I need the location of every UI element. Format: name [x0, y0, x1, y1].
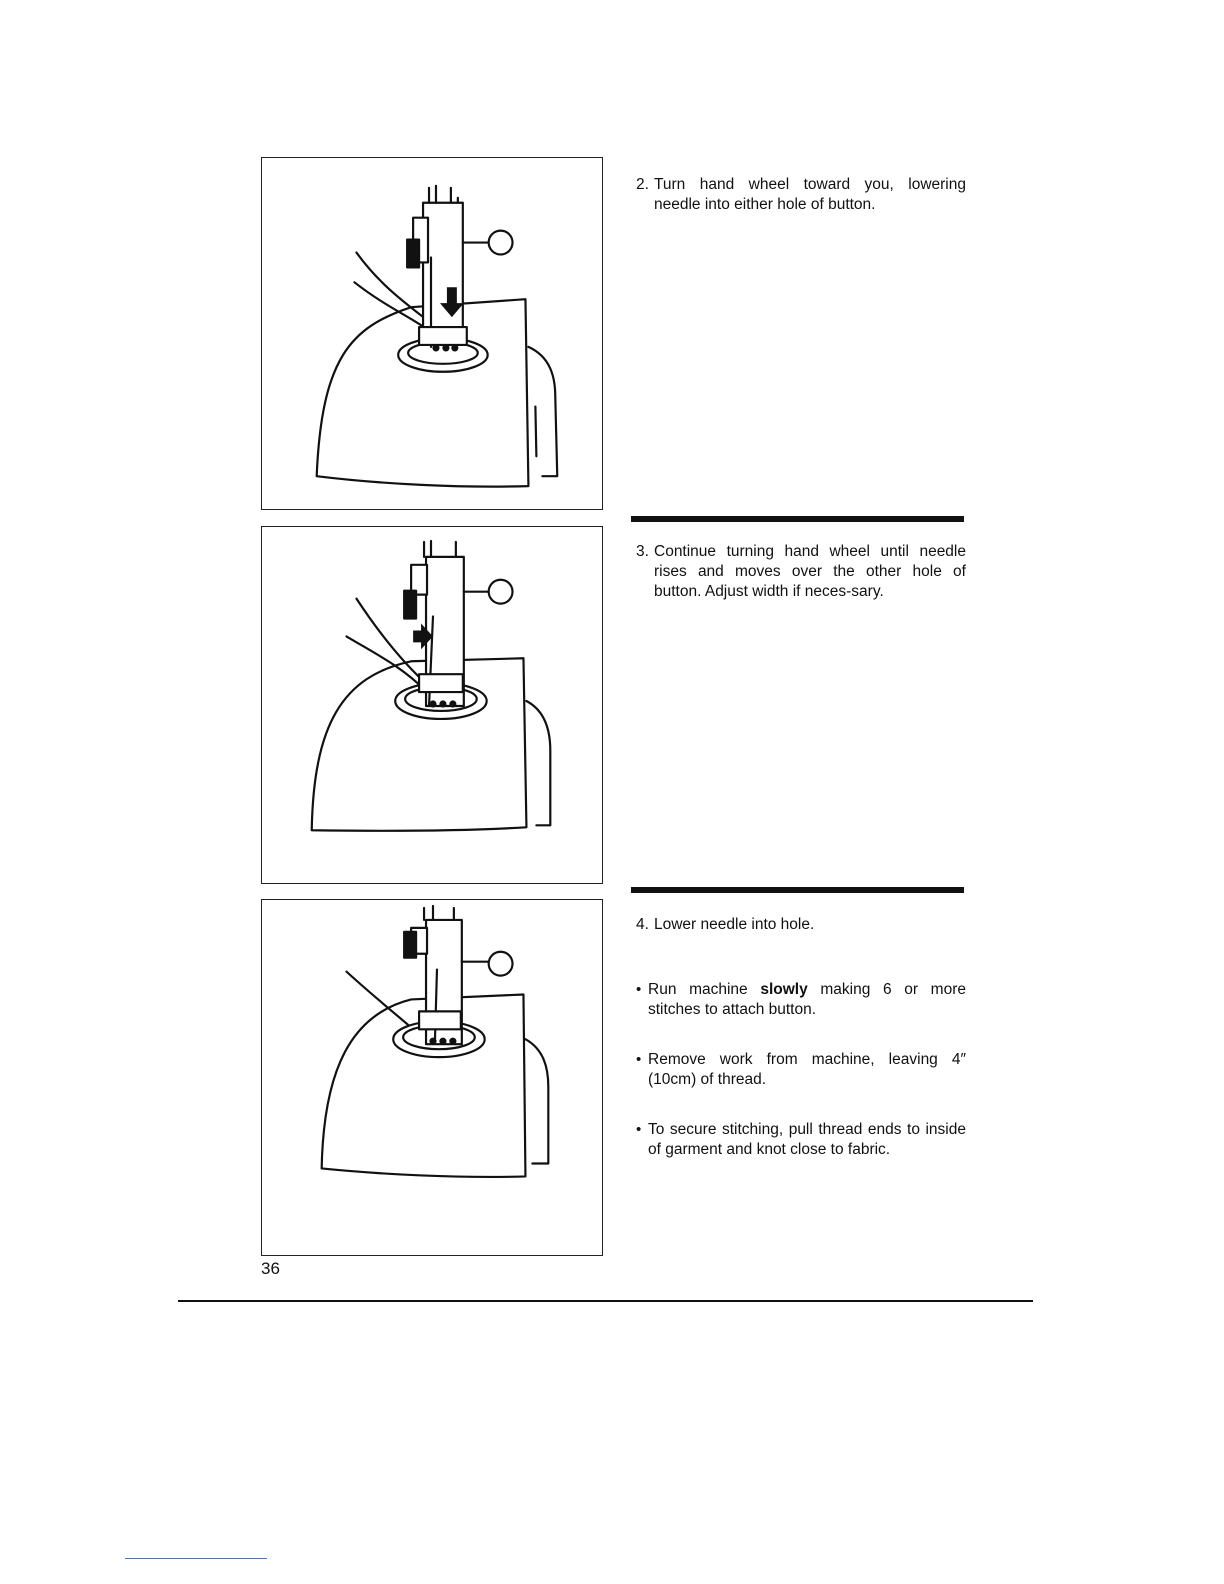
sewing-machine-button-illustration	[262, 900, 602, 1255]
bullet-item	[636, 1120, 966, 1160]
illustration-lower-needle	[261, 157, 603, 510]
sewing-machine-button-illustration	[262, 158, 602, 509]
bullet-icon: •	[636, 981, 642, 998]
bullet-item	[636, 980, 966, 1020]
link-underline	[125, 1558, 267, 1559]
step-4	[636, 915, 966, 935]
step-number: 3.	[636, 543, 649, 560]
step-text: Continue turning hand wheel until needle rises and moves over the other hole of button. Adjust width if neces-sary.	[654, 543, 966, 600]
sewing-machine-button-illustration	[262, 527, 602, 883]
bullet-text: Remove work from machine, leaving 4″ (10cm) of thread.	[648, 1051, 966, 1088]
bullet-icon: •	[636, 1121, 642, 1138]
bullet-icon: •	[636, 1051, 642, 1068]
bullet-text: Run machine slowly making 6 or more stitches to attach button.	[648, 981, 966, 1018]
step-number: 2.	[636, 176, 649, 193]
illustration-move-needle	[261, 526, 603, 884]
bullet-item	[636, 1050, 966, 1090]
step-3	[636, 542, 966, 602]
emphasis: slowly	[760, 981, 808, 998]
illustration-stitch-button	[261, 899, 603, 1256]
section-divider	[631, 887, 964, 893]
step-text: Lower needle into hole.	[654, 916, 815, 933]
step-number: 4.	[636, 916, 649, 933]
step-text: Turn hand wheel toward you, lowering needle into either hole of button.	[654, 176, 966, 213]
page-number: 36	[261, 1259, 280, 1278]
footer-rule	[178, 1300, 1033, 1302]
bullet-text: To secure stitching, pull thread ends to inside of garment and knot close to fabric.	[648, 1121, 966, 1158]
section-divider	[631, 516, 964, 522]
step-2	[636, 175, 966, 215]
